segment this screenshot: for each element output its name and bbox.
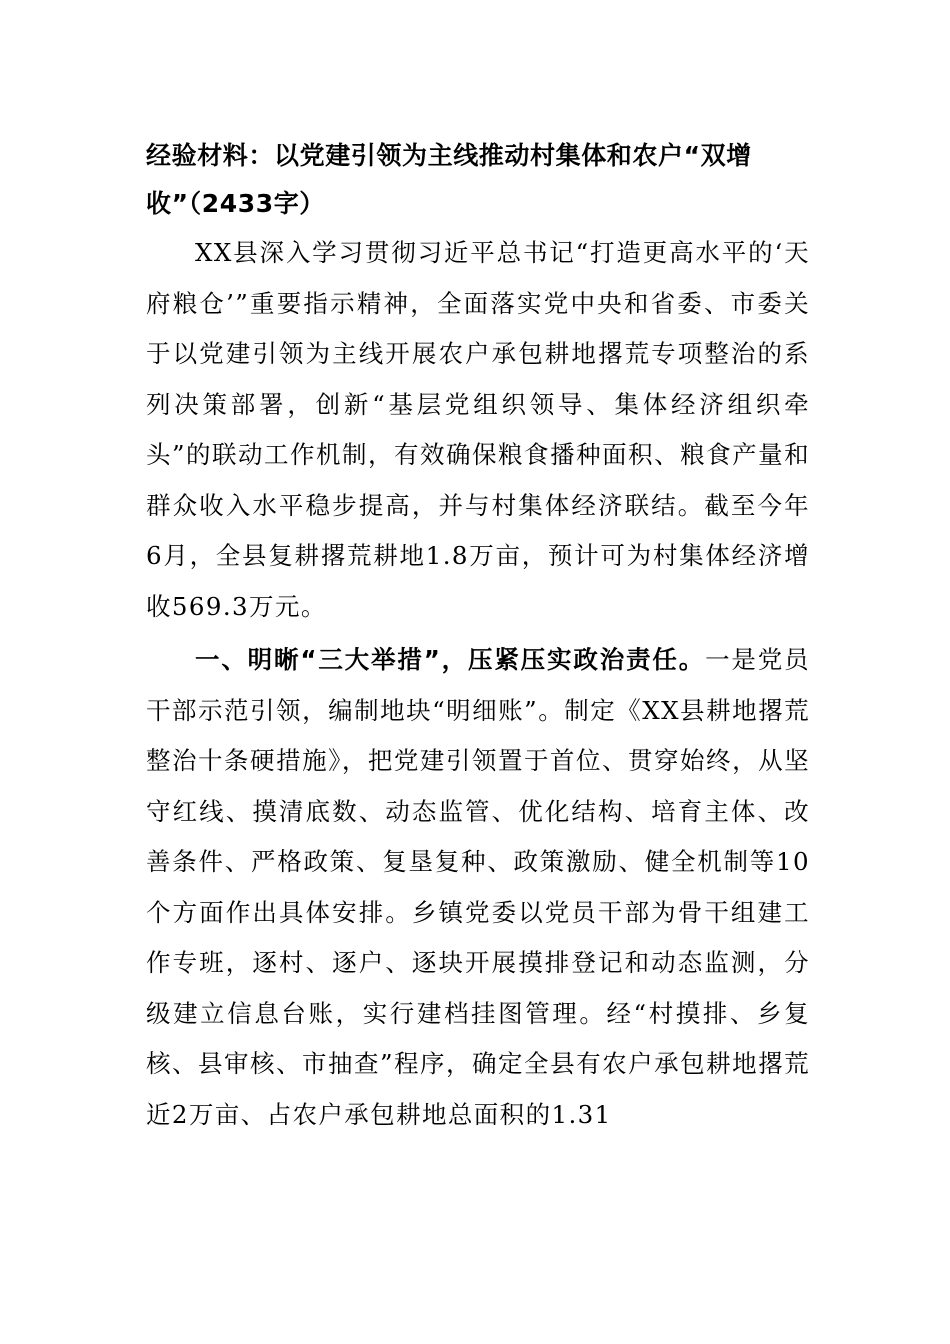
- section-1-heading: 一、明晰“三大举措”，压紧压实政治责任。: [195, 645, 706, 674]
- section-1-paragraph: [146, 635, 810, 1140]
- intro-paragraph: XX县深入学习贯彻习近平总书记“打造更高水平的‘天府粮仓’”重要指示精神，全面落实党中央和省委、市委关于以党建引领为主线开展农户承包耕地撂荒专项整治的系列决策部署，创新“基层党组织领导、集体经济组织牵头”的联动工作机制，有效确保粮食播种面积、粮食产量和群众收入水平稳步提高，并与村集体经济联结。截至今年6月，全县复耕撂荒耕地1.8万亩，预计可为村集体经济增收569.3万元。: [146, 238, 810, 621]
- document-body: [146, 132, 810, 1140]
- section-1-body: 一是党员干部示范引领，编制地块“明细账”。制定《XX县耕地撂荒整治十条硬措施》，把党建引领置于首位、贯穿始终，从坚守红线、摸清底数、动态监管、优化结构、培育主体、改善条件、严格政策、复垦复种、政策激励、健全机制等10个方面作出具体安排。乡镇党委以党员干部为骨干组建工作专班，逐村、逐户、逐块开展摸排登记和动态监测，分级建立信息台账，实行建档挂图管理。经“村摸排、乡复核、县审核、市抽查”程序，确定全县有农户承包耕地撂荒近2万亩、占农户承包耕地总面积的1.31: [146, 645, 810, 1129]
- document-title: 经验材料：以党建引领为主线推动村集体和农户“双增收”（2433字）: [146, 141, 752, 218]
